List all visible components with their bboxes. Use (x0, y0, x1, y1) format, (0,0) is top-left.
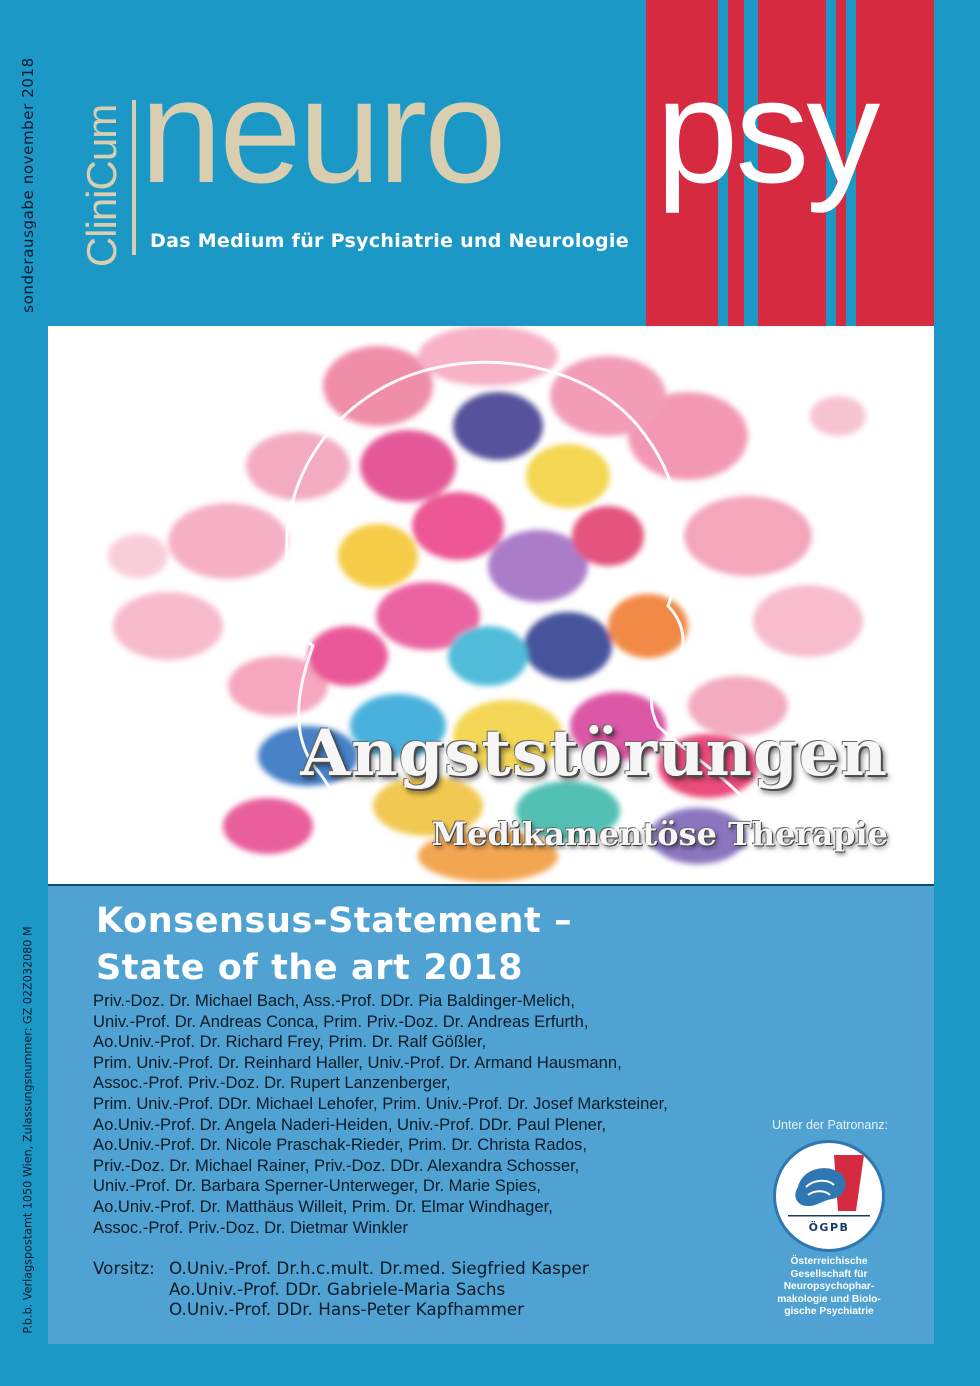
logo-divider (132, 100, 136, 255)
edition-label: sonderausgabe november 2018 (19, 57, 37, 313)
watercolor-head-illustration (48, 326, 934, 884)
cover-subtitle: Medikamentöse Therapie (431, 815, 888, 853)
author-line: Prim. Univ.-Prof. DDr. Michael Lehofer, Prim. Univ.-Prof. Dr. Josef Marksteiner, (93, 1093, 668, 1113)
edition-label-container (8, 30, 48, 340)
postal-info-container (8, 880, 48, 1380)
author-line: Prim. Univ.-Prof. Dr. Reinhard Haller, Univ.-Prof. Dr. Armand Hausmann, (93, 1052, 622, 1072)
chair-name: O.Univ.-Prof. DDr. Hans-Peter Kapfhammer (169, 1299, 525, 1319)
author-line: Univ.-Prof. Dr. Andreas Conca, Prim. Priv.-Doz. Dr. Andreas Erfurth, (93, 1011, 589, 1031)
org-line: Gesellschaft für (790, 1268, 868, 1280)
logo-neuro: neuro (140, 49, 504, 214)
chair-name: Ao.Univ.-Prof. DDr. Gabriele-Maria Sachs (169, 1278, 506, 1299)
org-line: Österreichische (790, 1256, 868, 1267)
cover-title: Angststörungen (300, 716, 888, 791)
statement-title-line2: State of the art 2018 (96, 948, 524, 988)
author-line: Ao.Univ.-Prof. Dr. Angela Naderi-Heiden, Univ.-Prof. DDr. Paul Plener, (93, 1114, 607, 1134)
clinicum-logo: CliniCum (78, 104, 125, 267)
org-line: makologie und Biolo- (777, 1293, 881, 1305)
authors-list (93, 991, 668, 1238)
ogpb-seal (773, 1140, 885, 1252)
cover-illustration (48, 326, 934, 886)
statement-title-line1: Konsensus-Statement – (96, 901, 573, 941)
author-line: Ao.Univ.-Prof. Dr. Nicole Praschak-Rieder, Prim. Dr. Christa Rados, (93, 1135, 587, 1155)
tagline: Das Medium für Psychiatrie und Neurologie (150, 230, 629, 252)
author-line: Ao.Univ.-Prof. Dr. Richard Frey, Prim. Dr. Ralf Gößler, (93, 1032, 487, 1052)
author-line: Assoc.-Prof. Priv.-Doz. Dr. Rupert Lanzenberger, (93, 1073, 451, 1093)
postal-info: P.b.b. Verlagspostamt 1050 Wien, Zulassungsnummer: GZ 02Z032080 M (21, 926, 35, 1334)
author-line: Assoc.-Prof. Priv.-Doz. Dr. Dietmar Winkler (93, 1217, 409, 1237)
patronage-label: Unter der Patronanz: (771, 1118, 889, 1132)
chair-label: Vorsitz: (93, 1258, 155, 1278)
logo-psy: psy (656, 49, 878, 214)
author-line: Priv.-Doz. Dr. Michael Bach, Ass.-Prof. DDr. Pia Baldinger-Melich, (93, 991, 575, 1010)
chair-name: O.Univ.-Prof. Dr.h.c.mult. Dr.med. Siegfried Kasper (169, 1258, 589, 1278)
patron-organization (762, 1256, 896, 1319)
author-line: Priv.-Doz. Dr. Michael Rainer, Priv.-Doz. DDr. Alexandra Schosser, (93, 1155, 580, 1175)
author-line: Ao.Univ.-Prof. Dr. Matthäus Willeit, Prim. Dr. Elmar Windhager, (93, 1196, 553, 1216)
org-line: Neuropsychophar- (783, 1281, 875, 1293)
org-line: gische Psychiatrie (784, 1306, 874, 1318)
statement-title (96, 898, 572, 992)
seal-text: ÖGPB (808, 1221, 850, 1234)
author-line: Univ.-Prof. Dr. Barbara Sperner-Unterweger, Dr. Marie Spies, (93, 1176, 541, 1196)
clinicum-logo-container (72, 104, 132, 267)
